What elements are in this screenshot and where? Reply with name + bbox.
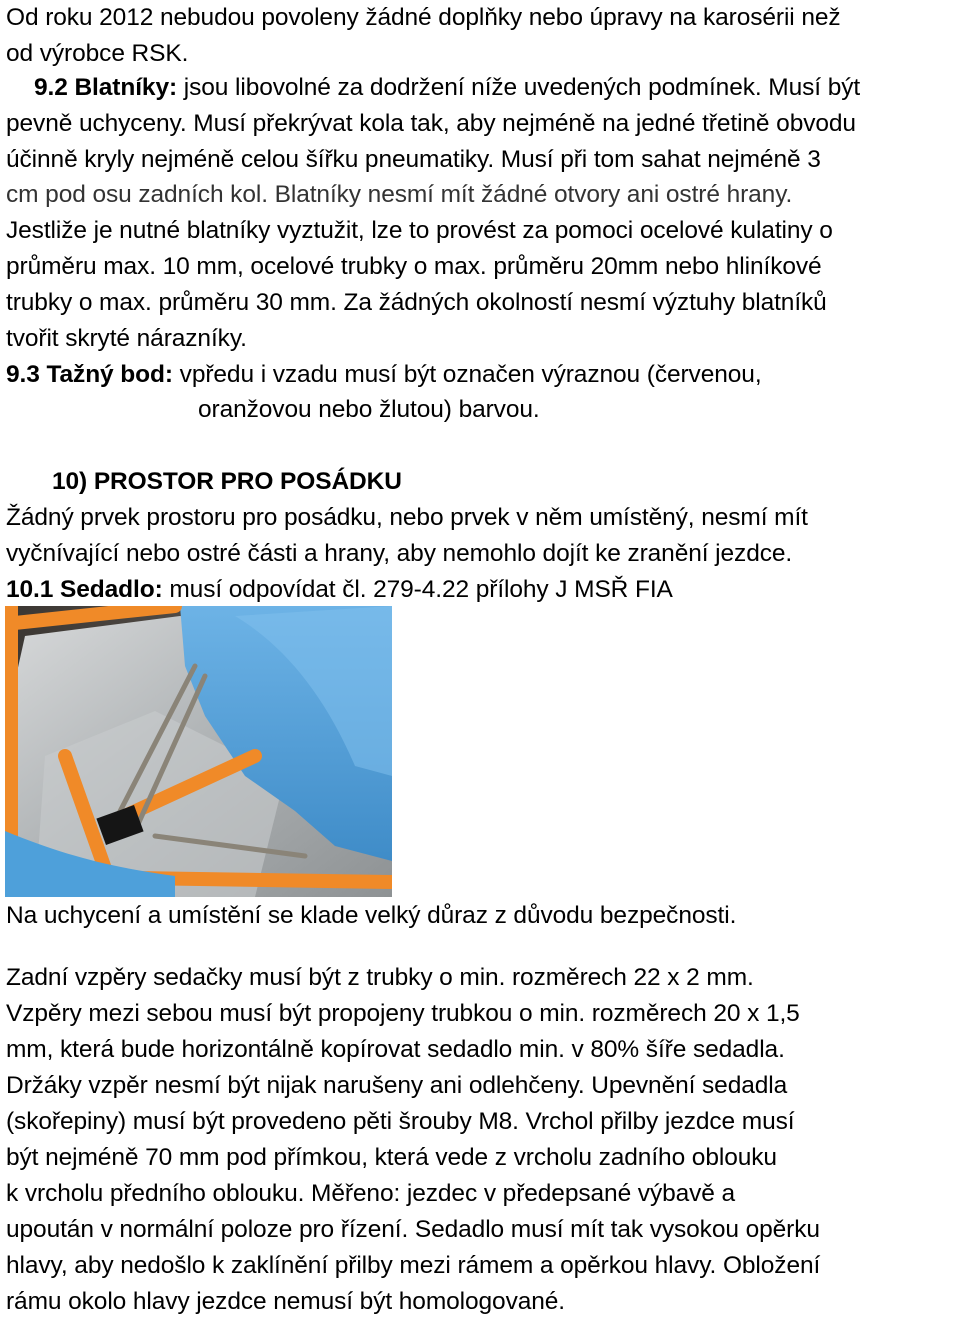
seat-mounting-illustration xyxy=(5,606,392,897)
intro-line-2: od výrobce RSK. xyxy=(6,40,189,67)
intro-line-1: Od roku 2012 nebudou povoleny žádné doplňky nebo úpravy na karosérii než xyxy=(6,4,841,31)
section-10-1-label: 10.1 Sedadlo: xyxy=(6,576,163,603)
section-9-2-line-2: pevně uchyceny. Musí překrývat kola tak, aby nejméně na jedné třetině obvodu xyxy=(6,110,856,137)
section-9-3-line-2: oranžovou nebo žlutou) barvou. xyxy=(198,396,540,423)
section-9-3-text-1: vpředu i vzadu musí být označen výraznou (červenou, xyxy=(179,361,762,388)
section-9-2-line-6: průměru max. 10 mm, ocelové trubky o max. průměru 20mm nebo hliníkové xyxy=(6,253,822,280)
paragraph-line-5: (skořepiny) musí být provedeno pěti šrouby M8. Vrchol přilby jezdce musí xyxy=(6,1108,795,1135)
paragraph-line-4: Držáky vzpěr nesmí být nijak narušeny ani odlehčeny. Upevnění sedadla xyxy=(6,1072,788,1099)
section-9-3-label: 9.3 Tažný bod: xyxy=(6,361,173,388)
section-9-2-line-3: účinně kryly nejméně celou šířku pneumatiky. Musí při tom sahat nejméně 3 xyxy=(6,146,821,173)
section-9-2-label: 9.2 Blatníky: xyxy=(34,74,178,101)
section-10-1-text: musí odpovídat čl. 279-4.22 přílohy J MSŘ FIA xyxy=(169,576,673,603)
section-10-1-line xyxy=(6,572,673,608)
paragraph-line-3: mm, která bude horizontálně kopírovat sedadlo min. v 80% šíře sedadla. xyxy=(6,1036,785,1063)
section-10-heading: 10) PROSTOR PRO POSÁDKU xyxy=(52,468,402,495)
section-9-2-text-1: jsou libovolné za dodržení níže uvedených podmínek. Musí být xyxy=(183,74,861,101)
section-9-2-line-4: cm pod osu zadních kol. Blatníky nesmí mít žádné otvory ani ostré hrany. xyxy=(6,181,793,208)
section-9-3-line-1 xyxy=(6,357,762,393)
paragraph-line-1: Zadní vzpěry sedačky musí být z trubky o min. rozměrech 22 x 2 mm. xyxy=(6,964,754,991)
paragraph-line-7: k vrcholu předního oblouku. Měřeno: jezdec v předepsané výbavě a xyxy=(6,1180,736,1207)
photo-caption: Na uchycení a umístění se klade velký důraz z důvodu bezpečnosti. xyxy=(6,902,737,929)
section-9-2-line-1 xyxy=(34,70,860,106)
paragraph-line-6: být nejméně 70 mm pod přímkou, která vede z vrcholu zadního oblouku xyxy=(6,1144,777,1171)
section-10-line-1: Žádný prvek prostoru pro posádku, nebo prvek v něm umístěný, nesmí mít xyxy=(6,504,808,531)
section-10-line-2: vyčnívající nebo ostré části a hrany, aby nemohlo dojít ke zranění jezdce. xyxy=(6,540,793,567)
seat-mounting-photo xyxy=(5,606,392,897)
paragraph-line-2: Vzpěry mezi sebou musí být propojeny trubkou o min. rozměrech 20 x 1,5 xyxy=(6,1000,800,1027)
section-9-2-line-8: tvořit skryté nárazníky. xyxy=(6,325,247,352)
paragraph-line-8: upoután v normální poloze pro řízení. Sedadlo musí mít tak vysokou opěrku xyxy=(6,1216,820,1243)
paragraph-line-9: hlavy, aby nedošlo k zaklínění přilby mezi rámem a opěrkou hlavy. Obložení xyxy=(6,1252,821,1279)
section-9-2-line-5: Jestliže je nutné blatníky vyztužit, lze to provést za pomoci ocelové kulatiny o xyxy=(6,217,833,244)
section-9-2-line-7: trubky o max. průměru 30 mm. Za žádných okolností nesmí výztuhy blatníků xyxy=(6,289,827,316)
paragraph-line-10: rámu okolo hlavy jezdce nemusí být homologované. xyxy=(6,1288,566,1315)
